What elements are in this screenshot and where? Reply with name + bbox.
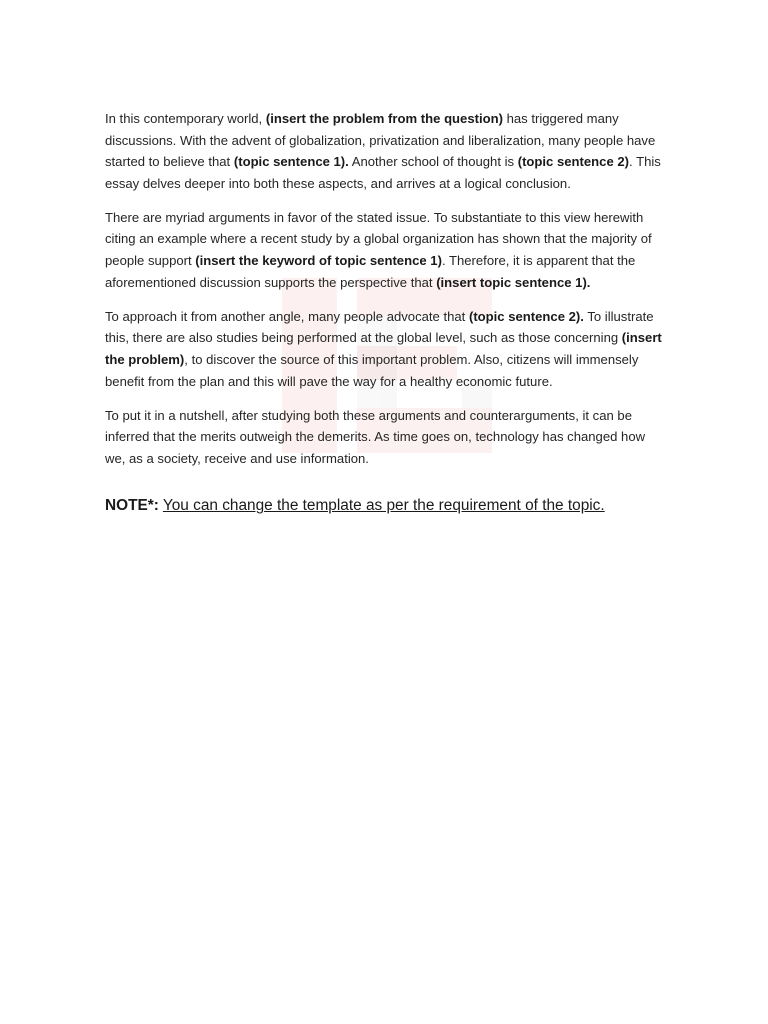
paragraph-text: To put it in a nutshell, after studying both these arguments and counterarguments, it can be inferred that the merits outweigh the demerits. As time goes on, technology has changed how we, as a society, receive and use information. (105, 407, 646, 466)
paragraph-text: has triggered many discussions. With the advent of globalization, privatization and liberalization, many people have started to believe that (105, 111, 656, 170)
note-text: You can change the template as per the requirement of the topic. (162, 497, 605, 515)
paragraph-text: Another school of thought is (348, 154, 518, 170)
paragraph-text: There are myriad arguments in favor of the stated issue. To substantiate to this view herewith citing an example where a recent study by a global organization has shown that the majority of people support (105, 209, 652, 269)
paragraph-text: In this contemporary world, (105, 111, 266, 126)
paragraph-body-2 (105, 306, 665, 392)
placeholder-text: (insert the problem from the question) (265, 111, 503, 126)
paragraph-conclusion (105, 405, 665, 470)
paragraph-list (105, 108, 665, 469)
placeholder-text: (topic sentence 1). (233, 154, 349, 170)
paragraph-text: , to discover the source of this important problem. Also, citizens will immensely benefit from the plan and this will pave the way for a healthy economic future. (105, 351, 639, 389)
note-line (105, 495, 665, 517)
paragraph-text: To approach it from another angle, many people advocate that (105, 308, 469, 324)
paragraph-text: . This essay delves deeper into both these aspects, and arrives at a logical conclusion. (105, 154, 661, 191)
note-label: NOTE*: (105, 497, 159, 515)
paragraph-text: . Therefore, it is apparent that the aforementioned discussion supports the perspective that (105, 253, 636, 290)
placeholder-text: (topic sentence 2) (517, 154, 630, 170)
placeholder-text: (insert topic sentence 1). (436, 274, 591, 290)
document-body (105, 108, 665, 517)
paragraph-text: To illustrate this, there are also studies being performed at the global level, such as those concerning (105, 308, 654, 346)
paragraph-body-1 (105, 207, 665, 293)
placeholder-text: (insert the problem) (105, 330, 662, 367)
paragraph-intro (105, 108, 665, 194)
placeholder-text: (insert the keyword of topic sentence 1) (195, 253, 442, 269)
placeholder-text: (topic sentence 2). (468, 308, 584, 324)
